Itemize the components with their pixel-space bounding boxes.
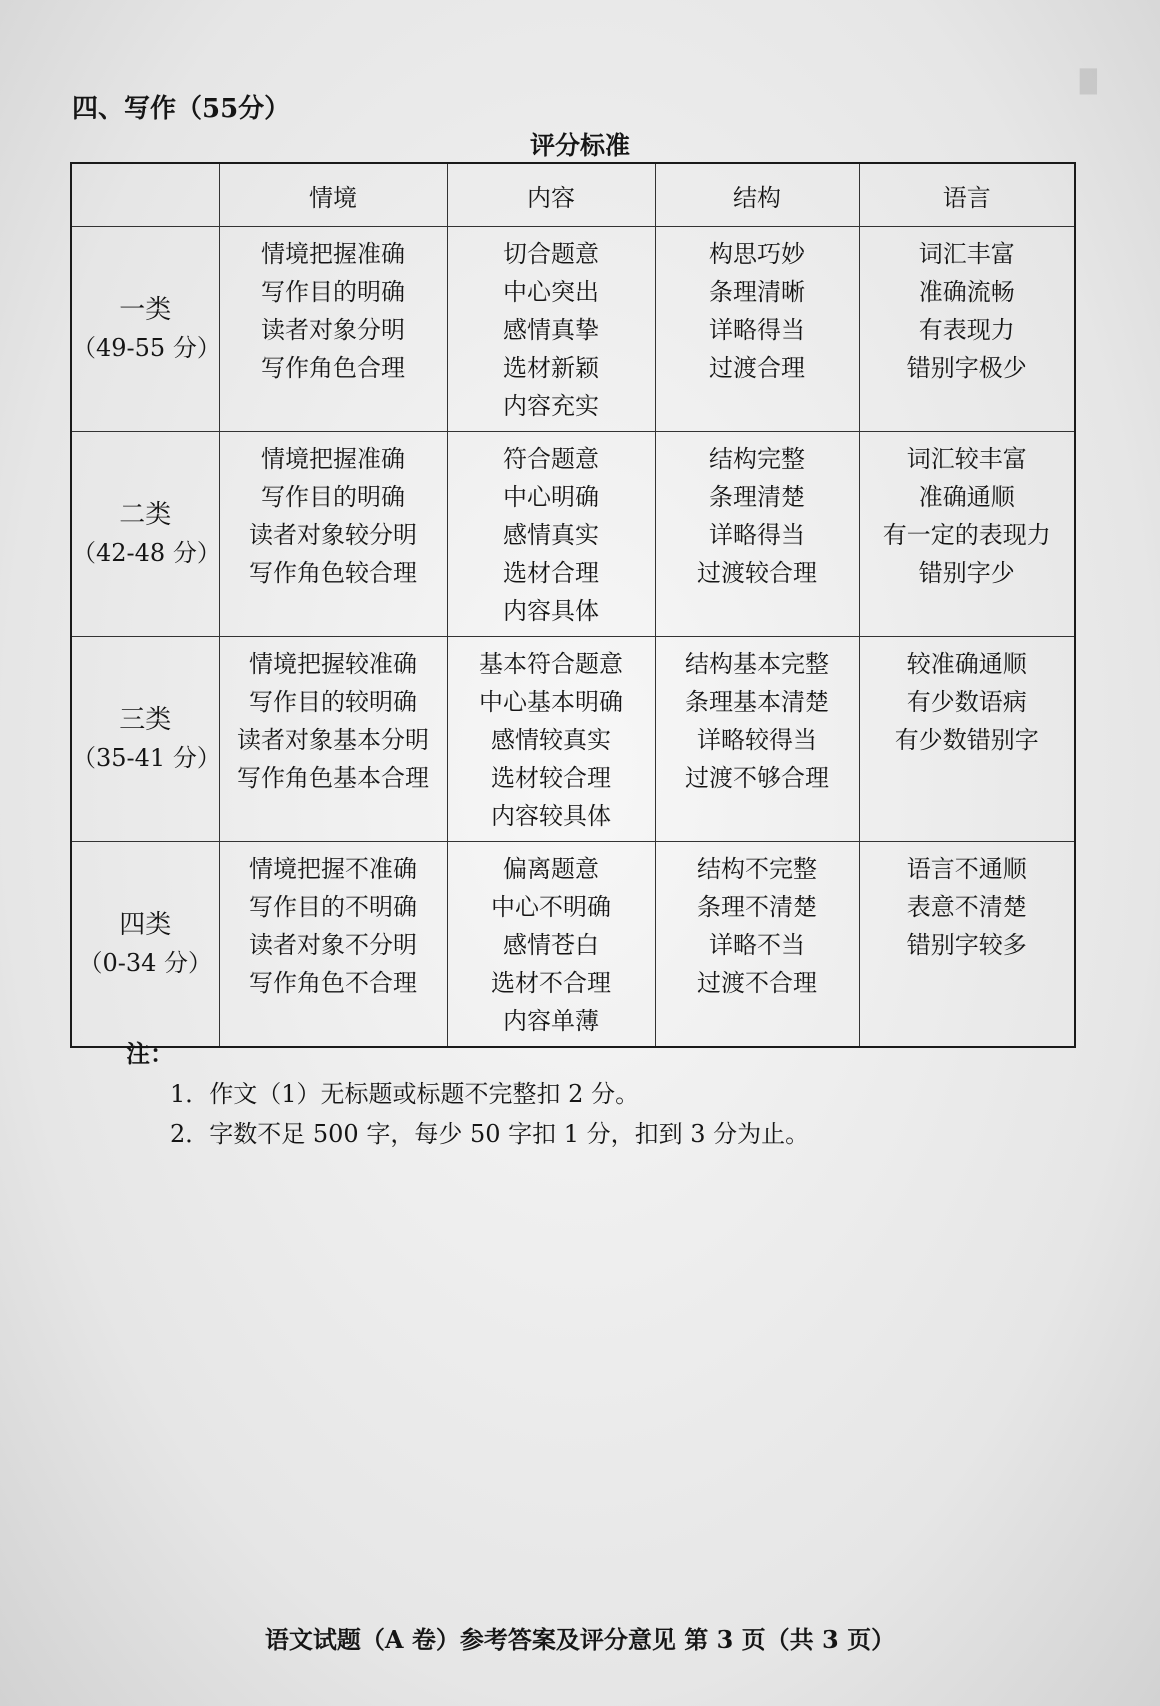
criteria-line: 感情真挚 (503, 316, 599, 344)
category-label-cell (71, 842, 219, 1048)
criteria-line: 错别字极少 (906, 354, 1027, 382)
criteria-line: 读者对象分明 (261, 316, 405, 344)
criteria-line: 结构不完整 (697, 855, 817, 883)
criteria-line: 读者对象基本分明 (237, 726, 429, 754)
criteria-line: 结构完整 (709, 445, 805, 473)
criteria-line: 感情真实 (503, 521, 599, 549)
criteria-line: 情境把握准确 (261, 445, 405, 473)
note-item: 1．作文（1）无标题或标题不完整扣 2 分。 (170, 1080, 640, 1108)
criteria-line: 内容单薄 (503, 1007, 599, 1035)
empty-line (220, 592, 447, 630)
criteria-line: 写作目的不明确 (249, 893, 417, 921)
empty-line (656, 592, 859, 630)
criteria-line: 写作角色较合理 (249, 559, 417, 587)
empty-line (220, 797, 447, 835)
criteria-line: 写作目的明确 (261, 483, 405, 511)
criteria-line: 内容充实 (503, 392, 599, 420)
criteria-line: 写作角色合理 (261, 354, 405, 382)
column-header: 内容 (447, 163, 655, 227)
table-header-row (71, 163, 1075, 227)
column-header: 结构 (655, 163, 859, 227)
criteria-line: 情境把握较准确 (249, 650, 417, 678)
criteria-line: 较准确通顺 (906, 650, 1027, 678)
criteria-line: 读者对象不分明 (249, 931, 417, 959)
criteria-line: 选材新颖 (503, 354, 599, 382)
scoring-rubric-table (70, 162, 1076, 1048)
category-row (71, 637, 1075, 842)
criteria-line: 切合题意 (503, 240, 599, 268)
criteria-cell (219, 842, 447, 1048)
category-name: 二类 (119, 500, 172, 530)
criteria-line: 内容较具体 (491, 802, 611, 830)
criteria-line: 感情较真实 (491, 726, 611, 754)
category-score-range: （0-34 分） (78, 949, 213, 977)
empty-line (860, 1002, 1075, 1040)
column-header: 情境 (219, 163, 447, 227)
criteria-line: 情境把握准确 (261, 240, 405, 268)
criteria-line: 过渡合理 (709, 354, 805, 382)
criteria-line: 语言不通顺 (906, 855, 1027, 883)
criteria-cell (447, 227, 655, 432)
empty-line (860, 964, 1075, 1002)
criteria-line: 错别字较多 (906, 931, 1027, 959)
criteria-line: 表意不清楚 (906, 893, 1027, 921)
table-caption: 评分标准 (529, 131, 630, 160)
criteria-cell (859, 637, 1075, 842)
criteria-line: 有少数语病 (906, 688, 1027, 716)
criteria-line: 写作角色不合理 (249, 969, 417, 997)
criteria-line: 中心不明确 (491, 893, 611, 921)
criteria-cell (655, 227, 859, 432)
criteria-line: 内容具体 (503, 597, 599, 625)
empty-line (656, 797, 859, 835)
criteria-line: 准确通顺 (918, 483, 1015, 511)
criteria-line: 写作目的明确 (261, 278, 405, 306)
criteria-line: 详略较得当 (697, 726, 817, 754)
criteria-line: 感情苍白 (503, 931, 599, 959)
empty-line (860, 387, 1075, 425)
criteria-line: 详略得当 (709, 316, 805, 344)
criteria-line: 符合题意 (503, 445, 599, 473)
criteria-line: 选材不合理 (491, 969, 611, 997)
page-footer: 语文试题（A 卷）参考答案及评分意见 第 3 页（共 3 页） (264, 1625, 896, 1654)
empty-line (220, 387, 447, 425)
criteria-line: 构思巧妙 (709, 240, 805, 268)
criteria-line: 读者对象较分明 (249, 521, 417, 549)
bleed-through-mark: █ (1080, 70, 1097, 95)
criteria-cell (859, 842, 1075, 1048)
criteria-cell (219, 637, 447, 842)
section-title: 四、写作（55分） (72, 94, 291, 124)
criteria-line: 过渡较合理 (697, 559, 817, 587)
criteria-line: 有少数错别字 (894, 726, 1039, 754)
criteria-line: 条理基本清楚 (685, 688, 829, 716)
criteria-line: 中心明确 (503, 483, 599, 511)
criteria-line: 错别字少 (918, 559, 1015, 587)
category-row (71, 432, 1075, 637)
category-label-cell (71, 637, 219, 842)
criteria-line: 条理清晰 (709, 278, 805, 306)
criteria-line: 结构基本完整 (685, 650, 829, 678)
criteria-cell (447, 842, 655, 1048)
criteria-cell (219, 432, 447, 637)
criteria-line: 写作角色基本合理 (237, 764, 429, 792)
criteria-line: 中心基本明确 (479, 688, 623, 716)
category-name: 四类 (119, 910, 172, 940)
empty-line (860, 759, 1075, 797)
criteria-line: 情境把握不准确 (249, 855, 417, 883)
criteria-cell (655, 432, 859, 637)
criteria-cell (859, 432, 1075, 637)
criteria-cell (447, 432, 655, 637)
category-label-cell (71, 432, 219, 637)
criteria-line: 详略得当 (709, 521, 805, 549)
category-score-range: （42-48 分） (72, 539, 221, 567)
category-score-range: （49-55 分） (72, 334, 221, 362)
criteria-line: 条理清楚 (709, 483, 805, 511)
empty-line (860, 592, 1075, 630)
note-item: 2．字数不足 500 字，每少 50 字扣 1 分，扣到 3 分为止。 (170, 1120, 810, 1148)
criteria-line: 条理不清楚 (697, 893, 817, 921)
criteria-line: 准确流畅 (918, 278, 1015, 306)
criteria-cell (655, 637, 859, 842)
criteria-line: 写作目的较明确 (249, 688, 417, 716)
criteria-line: 过渡不够合理 (685, 764, 829, 792)
notes-label: 注： (126, 1039, 174, 1068)
criteria-cell (447, 637, 655, 842)
criteria-line: 基本符合题意 (479, 650, 623, 678)
category-name: 三类 (119, 705, 172, 735)
criteria-line: 选材较合理 (491, 764, 611, 792)
criteria-line: 偏离题意 (503, 855, 599, 883)
corner-cell (71, 163, 219, 227)
criteria-line: 详略不当 (709, 931, 805, 959)
notes-section (126, 1034, 809, 1154)
criteria-cell (655, 842, 859, 1048)
criteria-cell (859, 227, 1075, 432)
criteria-line: 有表现力 (918, 316, 1015, 344)
category-name: 一类 (119, 295, 172, 325)
category-row (71, 227, 1075, 432)
criteria-line: 过渡不合理 (697, 969, 817, 997)
criteria-line: 词汇丰富 (918, 240, 1015, 268)
criteria-cell (219, 227, 447, 432)
criteria-line: 有一定的表现力 (882, 521, 1051, 549)
criteria-line: 词汇较丰富 (906, 445, 1027, 473)
empty-line (656, 387, 859, 425)
column-header: 语言 (859, 163, 1075, 227)
criteria-line: 中心突出 (503, 278, 599, 306)
category-row (71, 842, 1075, 1048)
empty-line (860, 797, 1075, 835)
category-label-cell (71, 227, 219, 432)
criteria-line: 选材合理 (503, 559, 599, 587)
category-score-range: （35-41 分） (72, 744, 221, 772)
